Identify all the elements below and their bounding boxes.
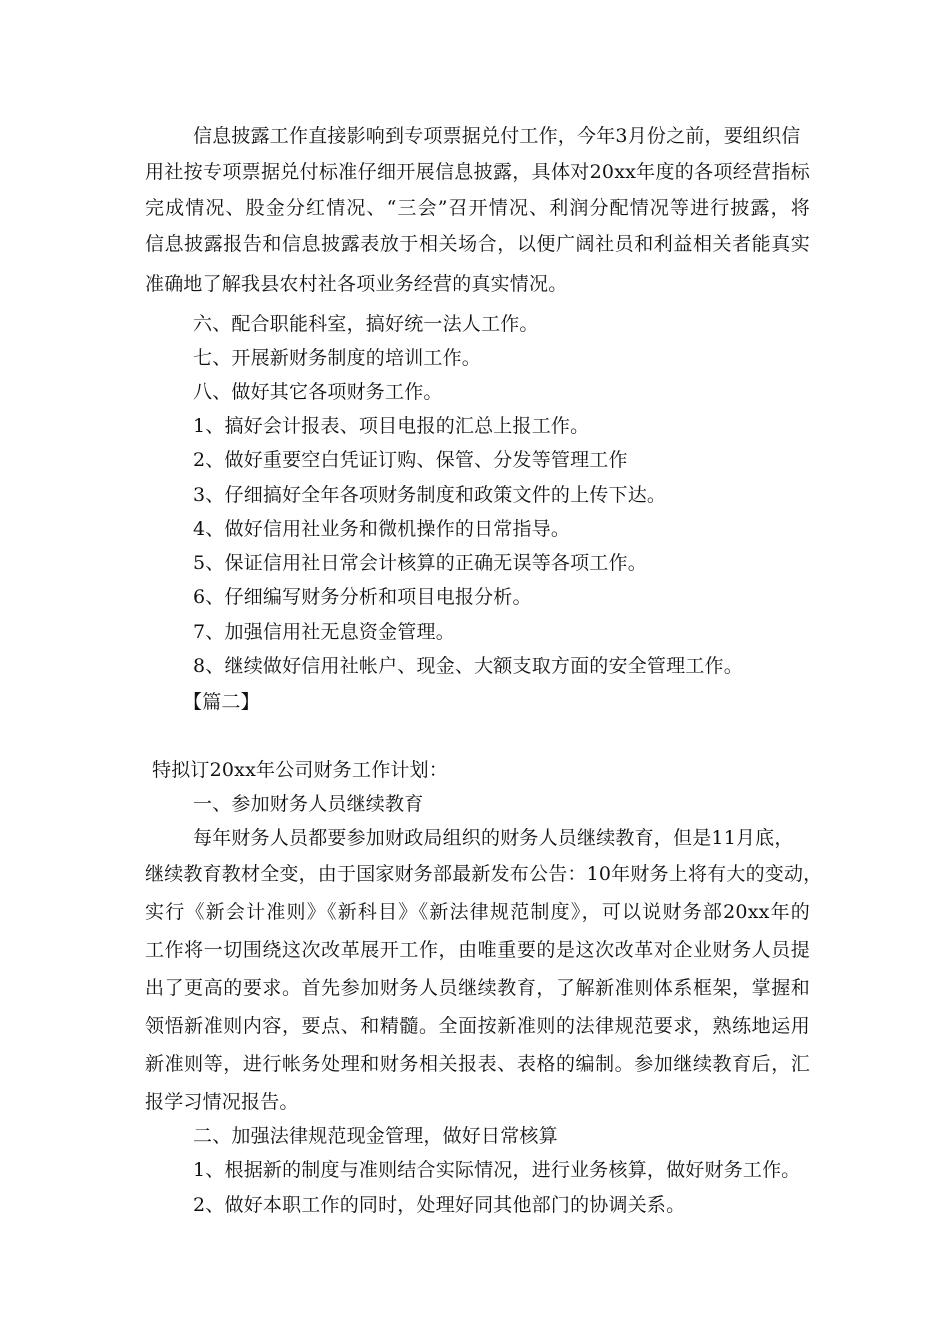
paragraph-line: 工作将一切围绕这次改革展开工作，由唯重要的是这次改革对企业财务人员提 [145, 939, 810, 961]
paragraph-line: 领悟新准则内容，要点、和精髓。全面按新准则的法律规范要求，熟练地运用 [145, 1015, 810, 1037]
paragraph-line: 继续教育教材全变，由于国家财务部最新发布公告：10年财务上将有大的变动， [145, 863, 823, 885]
list-item: 六、配合职能科室，搞好统一法人工作。 [193, 313, 539, 335]
list-item: 6、仔细编写财务分析和项目电报分析。 [193, 586, 532, 608]
paragraph-line: 报学习情况报告。 [145, 1091, 299, 1113]
paragraph-line: 信息披露工作直接影响到专项票据兑付工作，今年3月份之前，要组织信 [193, 125, 801, 147]
paragraph-line: 信息披露报告和信息披露表放于相关场合，以便广阔社员和利益相关者能真实 [145, 233, 810, 255]
intro-line: 特拟订20xx年公司财务工作计划： [152, 759, 449, 781]
section-heading: 【篇二】 [183, 691, 260, 713]
paragraph-line: 实行《新会计准则》《新科目》《新法律规范制度》，可以说财务部20xx年的 [145, 901, 810, 923]
list-item: 1、搞好会计报表、项目电报的汇总上报工作。 [193, 415, 590, 437]
paragraph-line: 新准则等，进行帐务处理和财务相关报表、表格的编制。参加继续教育后，汇 [145, 1053, 810, 1075]
subsection-title: 二、加强法律规范现金管理，做好日常核算 [193, 1125, 558, 1147]
subsection-title: 一、参加财务人员继续教育 [193, 793, 424, 815]
list-item: 2、做好本职工作的同时，处理好同其他部门的协调关系。 [193, 1194, 686, 1216]
list-item: 4、做好信用社业务和微机操作的日常指导。 [193, 518, 571, 540]
list-item: 5、保证信用社日常会计核算的正确无误等各项工作。 [193, 552, 647, 574]
list-item: 1、根据新的制度与准则结合实际情况，进行业务核算，做好财务工作。 [193, 1159, 801, 1181]
paragraph-line: 完成情况、股金分红情况、“三会”召开情况、利润分配情况等进行披露，将 [145, 197, 810, 219]
list-item: 八、做好其它各项财务工作。 [193, 381, 443, 403]
list-item: 7、加强信用社无息资金管理。 [193, 621, 455, 643]
list-item: 8、继续做好信用社帐户、现金、大额支取方面的安全管理工作。 [193, 655, 743, 677]
list-item: 七、开展新财务制度的培训工作。 [193, 347, 482, 369]
paragraph-line: 出了更高的要求。首先参加财务人员继续教育，了解新准则体系框架，掌握和 [145, 977, 810, 999]
paragraph-line: 用社按专项票据兑付标准仔细开展信息披露，具体对20xx年度的各项经营指标 [145, 161, 810, 183]
paragraph-line: 准确地了解我县农村社各项业务经营的真实情况。 [145, 273, 568, 295]
paragraph-line: 每年财务人员都要参加财政局组织的财务人员继续教育，但是11月底， [193, 827, 794, 849]
list-item: 3、仔细搞好全年各项财务制度和政策文件的上传下达。 [193, 484, 667, 506]
list-item: 2、做好重要空白凭证订购、保管、分发等管理工作 [193, 449, 628, 471]
